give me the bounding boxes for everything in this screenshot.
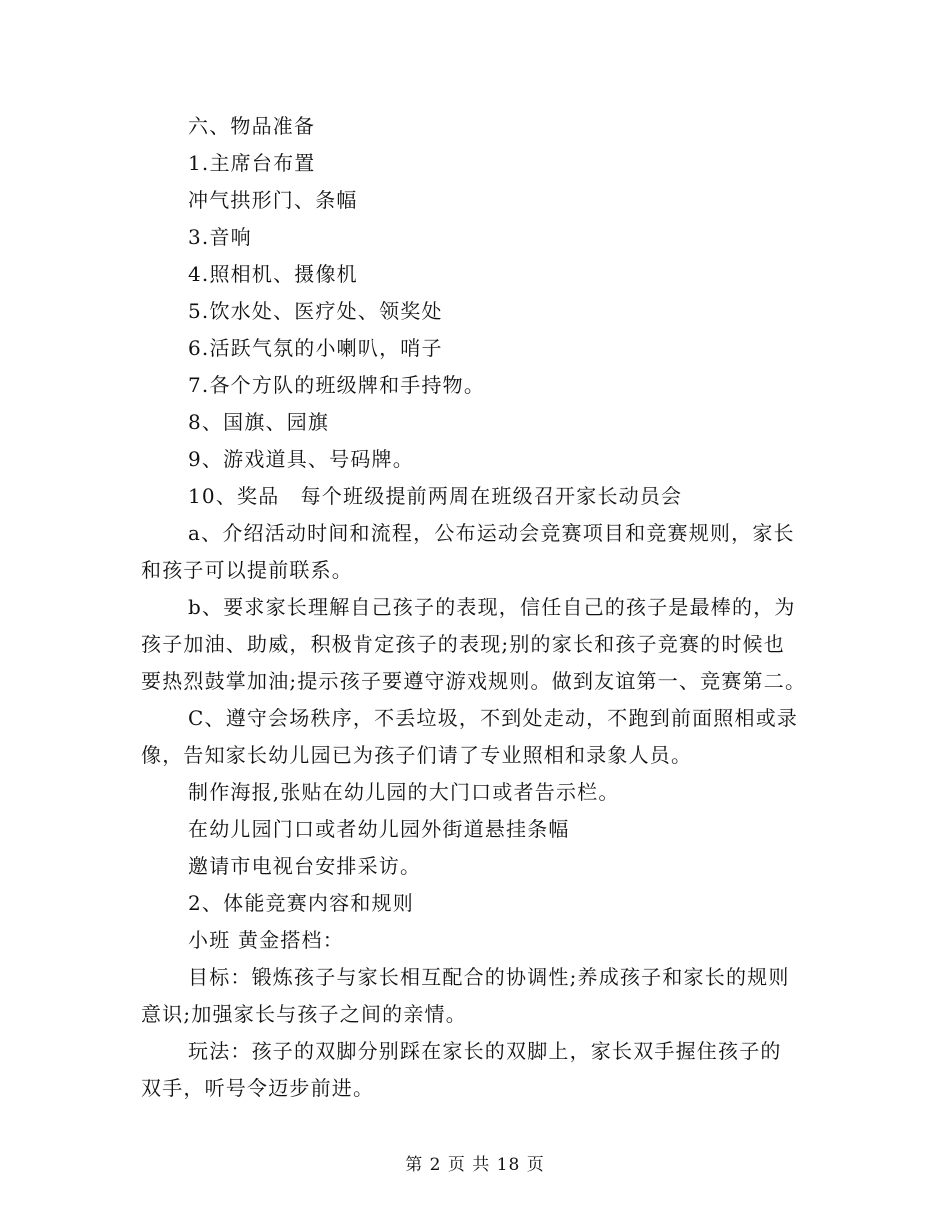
paragraph-line: 要热烈鼓掌加油;提示孩子要遵守游戏规则。做到友谊第一、竞赛第二。 — [141, 669, 807, 693]
list-item: 8、国旗、园旗 — [188, 410, 330, 434]
paragraph-line: 在幼儿园门口或者幼儿园外街道悬挂条幅 — [188, 817, 570, 841]
section-heading: 2、体能竞赛内容和规则 — [188, 891, 414, 915]
list-item: 冲气拱形门、条幅 — [188, 188, 358, 212]
paragraph-line: 制作海报,张贴在幼儿园的大门口或者告示栏。 — [188, 780, 620, 804]
paragraph-line: 小班 黄金搭档： — [188, 928, 344, 952]
paragraph-line: C、遵守会场秩序，不丢垃圾，不到处走动，不跑到前面照相或录 — [188, 706, 799, 730]
section-heading: 六、物品准备 — [188, 114, 316, 138]
list-item: 6.活跃气氛的小喇叭，哨子 — [188, 336, 443, 360]
paragraph-line: b、要求家长理解自己孩子的表现，信任自己的孩子是最棒的，为 — [188, 595, 796, 619]
list-item: 10、奖品 每个班级提前两周在班级召开家长动员会 — [188, 484, 683, 508]
paragraph-line: 邀请市电视台安排采访。 — [188, 854, 422, 878]
paragraph-line: 和孩子可以提前联系。 — [141, 558, 353, 582]
paragraph-line: a、介绍活动时间和流程，公布运动会竞赛项目和竞赛规则，家长 — [188, 521, 795, 545]
list-item: 9、游戏道具、号码牌。 — [188, 447, 414, 471]
paragraph-line: 孩子加油、助威，积极肯定孩子的表现;别的家长和孩子竞赛的时候也 — [141, 632, 785, 656]
list-item: 7.各个方队的班级牌和手持物。 — [188, 373, 486, 397]
paragraph-line: 双手，听号令迈步前进。 — [141, 1076, 375, 1100]
paragraph-line: 玩法：孩子的双脚分别踩在家长的双脚上，家长双手握住孩子的 — [188, 1039, 782, 1063]
paragraph-line: 意识;加强家长与孩子之间的亲情。 — [141, 1002, 467, 1026]
page-number-footer: 第 2 页 共 18 页 — [405, 1155, 545, 1175]
list-item: 4.照相机、摄像机 — [188, 262, 358, 286]
list-item: 3.音响 — [188, 225, 252, 249]
paragraph-line: 目标：锻炼孩子与家长相互配合的协调性;养成孩子和家长的规则 — [188, 965, 790, 989]
list-item: 5.饮水处、医疗处、领奖处 — [188, 299, 443, 323]
list-item: 1.主席台布置 — [188, 151, 316, 175]
paragraph-line: 像，告知家长幼儿园已为孩子们请了专业照相和录象人员。 — [141, 743, 693, 767]
